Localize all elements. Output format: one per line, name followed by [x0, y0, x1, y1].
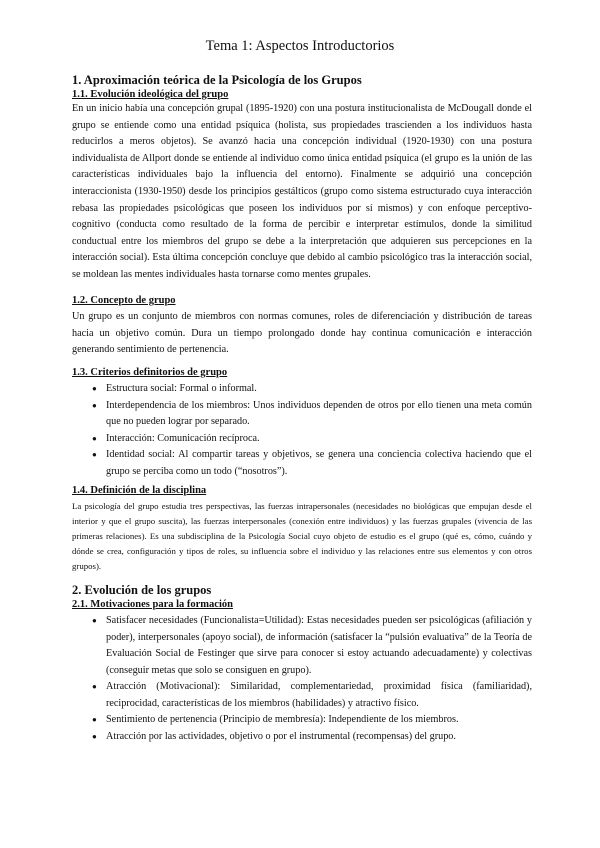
motivations-list — [72, 613, 532, 745]
section-1-3-heading: 1.3. Criterios definitorios de grupo — [72, 367, 228, 378]
bullet-icon: ● — [92, 400, 97, 410]
section-1 — [72, 72, 532, 284]
page-title: Tema 1: Aspectos Introductorios — [205, 38, 395, 54]
bullet-icon: ● — [92, 616, 97, 625]
list-item: ● Estructura social: Formal o informal. — [92, 381, 532, 398]
bullet-icon: ● — [92, 731, 97, 741]
section-1-4 — [72, 484, 532, 574]
criteria-list — [72, 381, 532, 480]
list-item: ● Satisfacer necesidades (Funcionalista=Utilidad): Estas necesidades pueden ser psicológicas (afiliación y poder), interpersonales (apoyo social), de información (satisfacer la “pulsión evaluativa” de la Teoría de Evaluación Social de Festinger que sirve para conocer si estoy actuando adecuadamente) y colectivas (conseguir metas que solo se consiguen en grupo). — [92, 615, 532, 676]
list-item: ● Atracción (Motivacional): Similaridad, complementariedad, proximidad física (familiaridad), reciprocidad, características de los miembros (habilidades) y atractivo físico. — [92, 681, 532, 709]
section-2-1-heading: 2.1. Motivaciones para la formación — [72, 599, 233, 610]
list-item: ● Interacción: Comunicación recíproca. — [92, 431, 532, 448]
section-1-1-heading: 1.1. Evolución ideológica del grupo — [72, 89, 229, 100]
section-1-4-heading: 1.4. Definición de la disciplina — [72, 485, 207, 496]
list-item: ● Sentimiento de pertenencia (Principio de membresía): Independiente de los miembros. — [92, 712, 532, 729]
section-1-4-text: La psicología del grupo estudia tres perspectivas, las fuerzas intrapersonales (necesidades no biológicas que empujan desde el interior y que el grupo suscita), las fuerzas interpersonales (conexión entre individuos) y las fuerzas grupales (vivencia de las primeras relaciones). Es una subdisciplina de la Psicología Social cuyo objeto de estudio es el grupo (qué es, cómo, cuándo y dónde se crea, configuración y tipos de roles, su influencia sobre el individuo y las relaciones entre sus elementos y con otros grupos). — [72, 501, 532, 571]
bullet-icon: ● — [92, 384, 97, 393]
section-1-3 — [72, 366, 532, 480]
section-2 — [72, 582, 532, 745]
bullet-icon: ● — [92, 433, 97, 443]
section-1-2 — [72, 294, 532, 359]
section-1-heading: 1. Aproximación teórica de la Psicología de los Grupos — [72, 73, 362, 87]
section-1-2-text: Un grupo es un conjunto de miembros con normas comunes, roles de diferenciación y distribución de tareas hacia un objetivo común. Dura un tiempo prolongado donde hay continua comunicación e interacción generando sentimiento de pertenencia. — [72, 311, 532, 356]
bullet-icon: ● — [92, 682, 97, 691]
section-1-2-heading: 1.2. Concepto de grupo — [72, 295, 176, 306]
bullet-icon: ● — [92, 450, 97, 459]
bullet-icon: ● — [92, 715, 97, 724]
list-item: ● Identidad social: Al compartir tareas y objetivos, se genera una conciencia colectiva haciendo que el grupo se perciba como un todo (“nosotros”). — [92, 449, 532, 477]
section-2-heading: 2. Evolución de los grupos — [72, 583, 212, 597]
list-item: ● Atracción por las actividades, objetivo o por el instrumental (recompensas) del grupo. — [92, 729, 532, 746]
section-1-1-text: En un inicio había una concepción grupal (1895-1920) con una postura institucionalista de McDougall donde el grupo se entiende como una entidad psíquica (holista, sus propiedades trascienden a los individuos hasta reducirlos a meros objetos). Se avanzó hacia una concepción individual (1920-1930) con una postura individualista de Allport donde se entiende al individuo como única entidad psíquica (el grupo es la unión de las características individuales bajo la influencia del entorno). Finalmente se adquirió una concepción interaccionista (1930-1950) desde los principios gestálticos (grupo como sistema estructurado cuya interacción rebasa las propiedades psicológicas que poseen los individuos por sí mismos) y con enfoque perceptivo-cognitivo (conducta como resultado de la forma de percibir e interpretar estímulos, donde la similitud conductual entre los miembros del grupo se debe a la interpretación que adquieren sus percepciones en la interacción social). Esta última concepción concluye que debido al cambio psicológico tras la interacción social, se moldean las mentes individuales hasta tornarse como mentes grupales. — [72, 103, 532, 280]
list-item: ● Interdependencia de los miembros: Unos individuos dependen de otros por ello tienen una meta común que no pueden lograr por separado. — [92, 399, 532, 427]
